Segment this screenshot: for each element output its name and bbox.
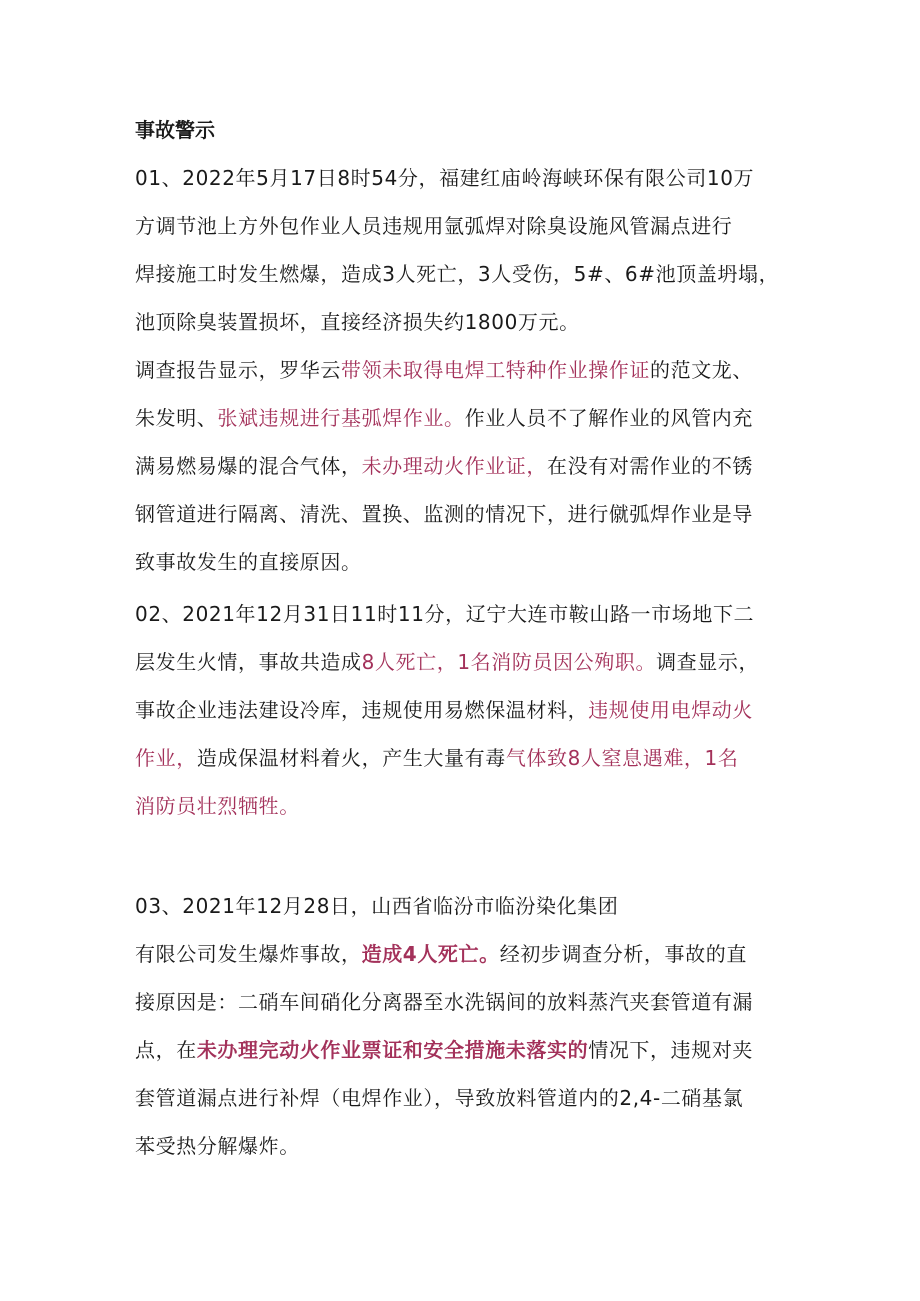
paragraph-line: [135, 1084, 743, 1112]
paragraph-line: [135, 548, 362, 576]
text-run: 方调节池上方外包作业人员违规用氩弧焊对除臭设施风管漏点进行: [135, 214, 733, 238]
text-run: 钢管道进行隔离、清洗、置换、监测的情况下，进行僦弧焊作业是导: [135, 502, 753, 526]
text-run: 造成保温材料着火，产生大量有毒: [196, 746, 506, 770]
text-run: 有限公司发生爆炸事故，: [135, 942, 362, 966]
text-run: 套管道漏点进行补焊（电焊作业），导致放料管道内的2,4-二硝基氯: [135, 1086, 744, 1110]
text-run: 情况下，违规对夹: [588, 1038, 754, 1062]
highlighted-text: 造成4人死亡。: [361, 942, 500, 966]
text-run: 02、2021年12月31日11时11分，辽宁大连市鞍山路一市场地下二: [135, 602, 755, 626]
text-run: 在没有对需作业的不锈: [547, 454, 754, 478]
highlighted-text: 消防员壮烈牺牲。: [135, 794, 300, 818]
page-title: 事故警示: [135, 118, 215, 142]
paragraph-line: [135, 744, 738, 772]
paragraph-line: [135, 696, 753, 724]
paragraph-line: [135, 792, 300, 820]
paragraph-line: [135, 164, 754, 192]
text-run: 池顶除臭装置损坏，直接经济损失约1800万元。: [135, 310, 580, 334]
paragraph-line: [135, 600, 754, 628]
text-run: 事故企业违法建设冷库，违规使用易燃保温材料，: [135, 698, 589, 722]
text-run: 接原因是：二硝车间硝化分离器至水洗锅间的放料蒸汽夹套管道有漏: [135, 990, 753, 1014]
highlighted-text: 气体致8人窒息遇难，1名: [505, 746, 739, 770]
text-run: 致事故发生的直接原因。: [135, 550, 362, 574]
paragraph-line: [135, 648, 759, 676]
paragraph-line: [135, 500, 753, 528]
text-run: 苯受热分解爆炸。: [135, 1134, 300, 1158]
text-run: 经初步调查分析，事故的直: [499, 942, 747, 966]
text-run: 的范文龙、: [650, 358, 753, 382]
highlighted-text: 8人死亡，1名消防员因公殉职。: [361, 650, 657, 674]
text-run: 01、2022年5月17日8时54分，福建红庙岭海峡环保有限公司10万: [135, 166, 755, 190]
highlighted-text: 张斌违规进行基弧焊作业。: [217, 406, 465, 430]
paragraph-line: [135, 892, 618, 920]
text-run: 调查显示，: [656, 650, 760, 674]
highlighted-text: 违规使用电焊动火: [588, 698, 754, 722]
paragraph-line: [135, 308, 580, 336]
text-run: 满易燃易爆的混合气体，: [135, 454, 362, 478]
highlighted-text: 带领未取得电焊工特种作业操作证: [341, 358, 650, 382]
text-run: 焊接施工时发生燃爆，造成3人死亡，3人受伤，5#、6#池顶盖坍塌，: [135, 262, 780, 286]
paragraph-line: [135, 452, 753, 480]
paragraph-line: [135, 988, 753, 1016]
text-run: 层发生火情，事故共造成: [135, 650, 362, 674]
text-run: 03、2021年12月28日，山西省临汾市临汾染化集团: [135, 894, 619, 918]
text-run: 作业人员不了解作业的风管内充: [464, 406, 754, 430]
highlighted-text: 作业，: [135, 746, 197, 770]
paragraph-line: [135, 1036, 753, 1064]
paragraph-line: [135, 940, 747, 968]
paragraph-line: [135, 260, 779, 288]
text-run: 朱发明、: [135, 406, 218, 430]
text-run: 调查报告显示，罗华云: [135, 358, 341, 382]
paragraph-line: [135, 212, 732, 240]
highlighted-text: 未办理完动火作业票证和安全措施未落实的: [196, 1038, 589, 1062]
highlighted-text: 未办理动火作业证，: [361, 454, 548, 478]
paragraph-line: [135, 1132, 300, 1160]
paragraph-line: [135, 356, 753, 384]
text-run: 点，在: [135, 1038, 197, 1062]
paragraph-line: [135, 404, 753, 432]
